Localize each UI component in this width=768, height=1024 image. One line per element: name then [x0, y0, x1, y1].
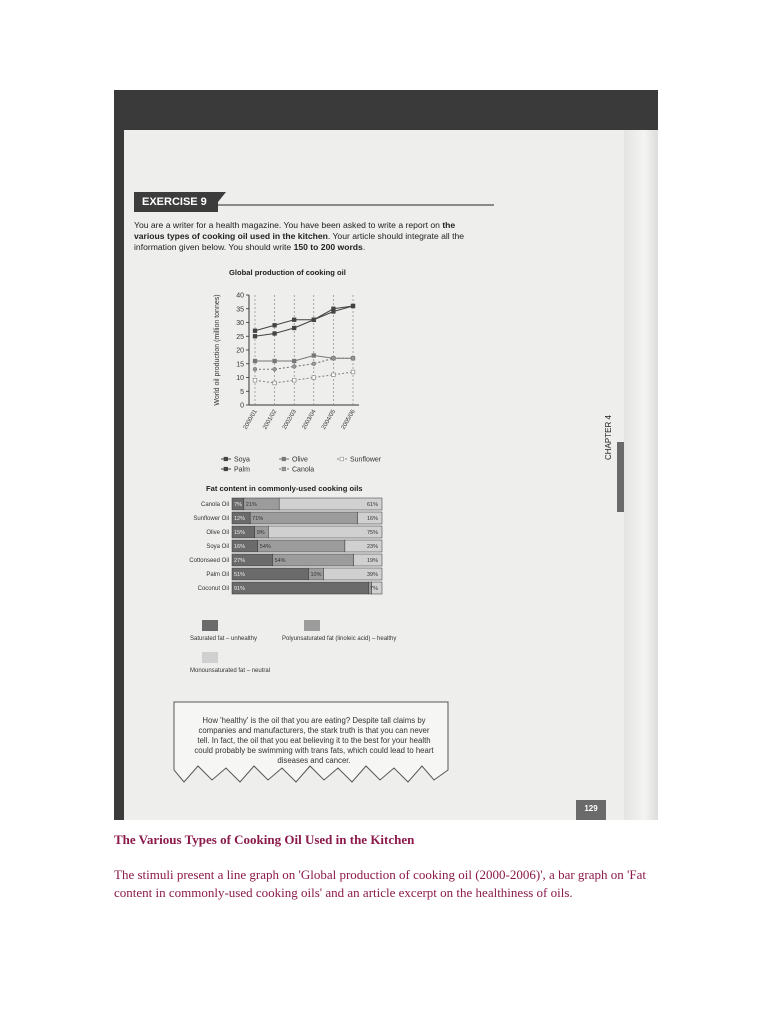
bar-data-label: 71% — [252, 516, 264, 522]
legend-label-mono: Monounsaturated fat – neutral — [190, 668, 271, 674]
legend-swatch-mono — [202, 652, 218, 663]
legend-label-sunflower: Sunflower — [350, 456, 382, 464]
y-tick-label: 30 — [236, 320, 244, 327]
bar-category-label: Canola Oil — [200, 502, 229, 508]
x-tick-label: 2004/05 — [321, 409, 338, 431]
intro-text: . Your article should integrate all the information given below. You should write — [134, 231, 465, 252]
bar-data-label: 15% — [234, 530, 246, 536]
caption-body: The stimuli present a line graph on 'Global production of cooking oil (2000-2006)', a bar graph on 'Fat content in commonly-used cooking oils' and an article excerpt on the healthiness of oils. — [114, 867, 646, 900]
y-tick-label: 15 — [236, 361, 244, 369]
legend-swatch-sat — [202, 620, 218, 631]
data-point — [332, 373, 336, 377]
data-point — [312, 362, 316, 366]
bar-category-label: Olive Oil — [206, 530, 229, 536]
bar-category-label: Palm Oil — [206, 572, 229, 578]
data-point — [273, 381, 277, 385]
legend-label-canola: Canola — [292, 466, 315, 474]
bar-data-label: 61% — [366, 502, 378, 508]
data-point — [292, 359, 296, 363]
bar-data-label: 75% — [366, 530, 378, 536]
data-point — [292, 365, 296, 369]
data-point — [292, 326, 296, 330]
data-point — [332, 356, 336, 360]
data-point — [351, 370, 355, 374]
data-point — [253, 359, 257, 363]
bar-segment — [250, 512, 358, 524]
legend-marker — [224, 467, 228, 471]
bar-data-label: 7% — [370, 586, 378, 592]
intro-text: You are a writer for a health magazine. You have been asked to write a report on — [134, 220, 443, 230]
data-point — [273, 332, 277, 336]
book-page — [124, 130, 646, 820]
data-point — [312, 376, 316, 380]
legend-label-soya: Soya — [234, 456, 250, 464]
y-tick-label: 10 — [236, 375, 244, 382]
caption-title: The Various Types of Cooking Oil Used in the Kitchen — [114, 832, 415, 847]
series-line-canola — [255, 358, 353, 369]
y-axis-label: World oil production (million tonnes) — [214, 294, 221, 406]
bar-data-label: 91% — [234, 586, 246, 592]
exercise-label: EXERCISE 9 — [134, 192, 218, 212]
intro-text: . — [362, 242, 366, 252]
bar-data-label: 12% — [234, 516, 246, 522]
bar-data-label: 16% — [234, 544, 246, 550]
data-point — [351, 356, 355, 360]
y-tick-label: 20 — [236, 347, 244, 355]
legend-marker — [282, 457, 286, 461]
x-tick-label: 2003/04 — [301, 409, 318, 431]
legend-label-palm: Palm — [234, 466, 250, 474]
line-chart-title: Global production of cooking oil — [229, 268, 346, 277]
y-tick-label: 35 — [236, 306, 244, 314]
bar-data-label: 19% — [366, 558, 378, 564]
chapter-label: CHAPTER 4 — [604, 415, 613, 460]
article-text: How 'healthy' is the oil that you are eating? Despite tall claims by companies and manufacturers, the stark truth is that you can never tell. In fact, the oil that you eat believing it to the best for your health could probably be swimming with trans fats, which could lead to heart diseases and cancer. — [194, 716, 434, 765]
x-tick-label: 2002/03 — [281, 409, 298, 431]
data-point — [312, 318, 316, 322]
bar-data-label: 23% — [366, 544, 378, 550]
article-excerpt — [172, 700, 452, 788]
bar-category-label: Soya Oil — [206, 544, 229, 550]
bar-data-label: 9% — [256, 530, 265, 536]
data-point — [253, 378, 257, 382]
series-line-sunflower — [255, 372, 353, 383]
data-point — [292, 378, 296, 382]
bar-category-label: Cottonseed Oil — [189, 558, 229, 564]
legend-marker — [224, 457, 228, 461]
data-point — [332, 307, 336, 311]
data-point — [351, 304, 355, 308]
bar-chart-title: Fat content in commonly-used cooking oils — [206, 484, 363, 493]
x-tick-label: 2000/01 — [242, 409, 259, 431]
intro-bold: the various types of cooking oil used in the kitchen — [134, 220, 456, 241]
bar-data-label: 10% — [310, 572, 322, 578]
intro-bold: 150 to 200 words — [293, 242, 363, 252]
y-tick-label: 40 — [236, 292, 244, 300]
bar-category-label: Sunflower Oil — [193, 516, 229, 522]
exercise-tab-tip — [210, 192, 226, 212]
bar-data-label: 21% — [245, 502, 257, 508]
data-point — [312, 354, 316, 358]
bar-data-label: 16% — [366, 516, 378, 522]
bar-data-label: 51% — [234, 572, 246, 578]
bar-segment — [268, 526, 382, 538]
bar-segment — [258, 540, 345, 552]
bar-data-label: 39% — [366, 572, 378, 578]
data-point — [253, 329, 257, 333]
bar-data-label: 54% — [274, 558, 286, 564]
legend-label-sat: Saturated fat – unhealthy — [190, 636, 258, 642]
x-tick-label: 2001/02 — [262, 409, 279, 431]
bar-segment — [232, 582, 369, 594]
page-number: 129 — [576, 800, 606, 820]
page-gutter — [624, 130, 658, 820]
y-tick-label: 25 — [236, 333, 244, 341]
series-line-soya — [255, 306, 353, 331]
y-tick-label: 0 — [240, 402, 244, 410]
bar-category-label: Coconut Oil — [197, 586, 229, 592]
x-tick-label: 2005/06 — [340, 409, 357, 431]
y-tick-label: 5 — [240, 388, 244, 396]
data-point — [273, 323, 277, 327]
legend-label-olive: Olive — [292, 456, 308, 464]
data-point — [273, 367, 277, 371]
bar-data-label: 27% — [234, 558, 246, 564]
legend-marker — [282, 467, 286, 471]
data-point — [253, 367, 257, 371]
data-point — [253, 334, 257, 338]
data-point — [292, 318, 296, 322]
legend-marker — [340, 457, 344, 461]
data-point — [273, 359, 277, 363]
bar-chart — [164, 495, 424, 615]
bar-data-label: 54% — [259, 544, 271, 550]
textbook-photo — [114, 90, 658, 820]
exercise-instructions — [134, 220, 469, 253]
legend-label-poly: Polyunsaturated fat (linoleic acid) – healthy — [282, 636, 397, 642]
bar-data-label: 7% — [234, 502, 242, 508]
legend-swatch-poly — [304, 620, 320, 631]
line-chart — [209, 285, 449, 485]
